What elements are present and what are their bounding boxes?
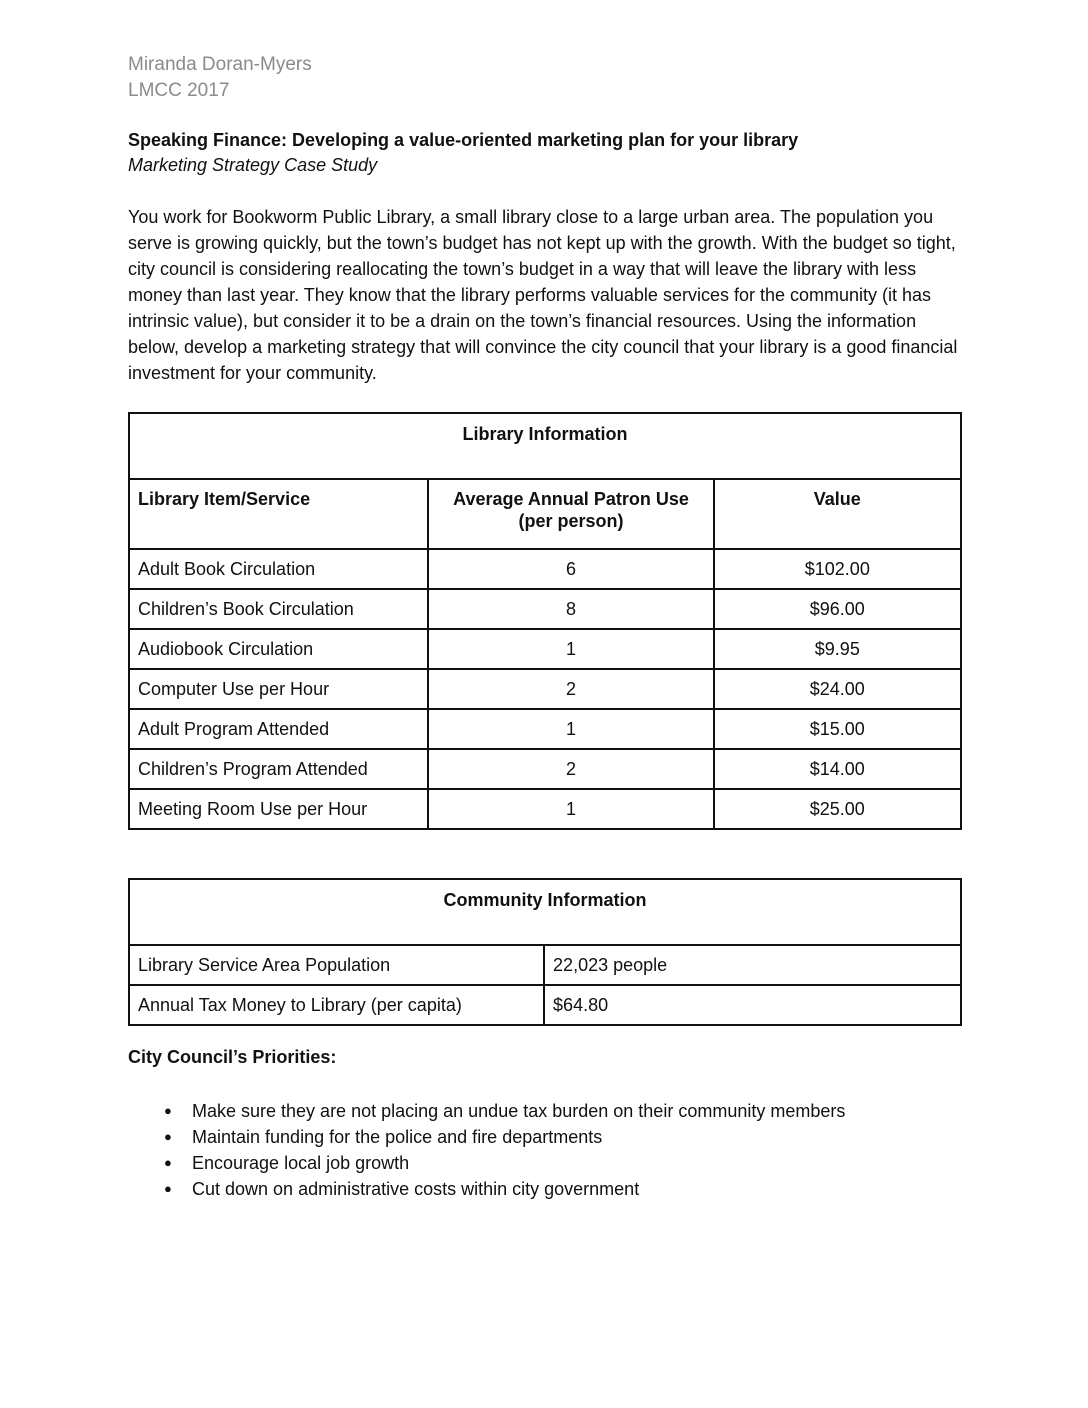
- item-cell: Children’s Program Attended: [129, 749, 428, 789]
- column-header: Average Annual Patron Use (per person): [428, 479, 713, 549]
- author-name: Miranda Doran-Myers: [128, 54, 312, 75]
- value-cell: $15.00: [714, 709, 961, 749]
- label-cell: Annual Tax Money to Library (per capita): [129, 985, 544, 1025]
- use-cell: 1: [428, 709, 713, 749]
- table-row: [129, 549, 961, 589]
- priorities-section: [128, 1044, 962, 1202]
- value-cell: $102.00: [714, 549, 961, 589]
- list-item: ● Maintain funding for the police and fire departments: [192, 1124, 962, 1150]
- label-cell: Library Service Area Population: [129, 945, 544, 985]
- table-row: [129, 789, 961, 829]
- column-header: Library Item/Service: [129, 479, 428, 549]
- item-cell: Audiobook Circulation: [129, 629, 428, 669]
- value-cell: $9.95: [714, 629, 961, 669]
- library-information-table: [128, 412, 962, 830]
- list-item: ● Cut down on administrative costs within city government: [192, 1176, 962, 1202]
- use-cell: 2: [428, 749, 713, 789]
- table-row: [129, 749, 961, 789]
- table-row: [129, 669, 961, 709]
- value-cell: 22,023 people: [544, 945, 961, 985]
- item-cell: Adult Program Attended: [129, 709, 428, 749]
- value-cell: $64.80: [544, 985, 961, 1025]
- table-row: [129, 945, 961, 985]
- table-row: [129, 985, 961, 1025]
- priorities-heading: City Council’s Priorities:: [128, 1047, 337, 1067]
- value-cell: $25.00: [714, 789, 961, 829]
- priorities-list: [128, 1098, 962, 1202]
- event-label: LMCC 2017: [128, 80, 230, 101]
- item-cell: Computer Use per Hour: [129, 669, 428, 709]
- use-cell: 1: [428, 629, 713, 669]
- table-row: [129, 589, 961, 629]
- value-cell: $24.00: [714, 669, 961, 709]
- document-header: [128, 52, 962, 404]
- table-row: [129, 709, 961, 749]
- table-caption: Library Information: [129, 413, 961, 479]
- item-cell: Adult Book Circulation: [129, 549, 428, 589]
- value-cell: $96.00: [714, 589, 961, 629]
- table-caption: Community Information: [129, 879, 961, 945]
- use-cell: 1: [428, 789, 713, 829]
- column-header: Value: [714, 479, 961, 549]
- use-cell: 6: [428, 549, 713, 589]
- document-title: Speaking Finance: Developing a value-oriented marketing plan for your library: [128, 130, 799, 150]
- use-cell: 2: [428, 669, 713, 709]
- item-cell: Meeting Room Use per Hour: [129, 789, 428, 829]
- item-cell: Children’s Book Circulation: [129, 589, 428, 629]
- use-cell: 8: [428, 589, 713, 629]
- table-row: [129, 629, 961, 669]
- community-information-table: [128, 878, 962, 1026]
- table-header-row: [129, 479, 961, 549]
- intro-paragraph: You work for Bookworm Public Library, a small library close to a large urban area. The population you serve is growing quickly, but the town’s budget has not kept up with the growth. With the budget so tight, city council is considering reallocating the town’s budget in a way that will leave the library with less money than last year. They know that the library performs valuable services for the community (it has intrinsic value), but consider it to be a drain on the town’s financial resources. Using the information below, develop a marketing strategy that will convince the city council that your library is a good financial investment for your community.: [128, 207, 958, 383]
- list-item: ● Encourage local job growth: [192, 1150, 962, 1176]
- list-item: ● Make sure they are not placing an undue tax burden on their community members: [192, 1098, 962, 1124]
- value-cell: $14.00: [714, 749, 961, 789]
- document-subtitle: Marketing Strategy Case Study: [128, 155, 378, 175]
